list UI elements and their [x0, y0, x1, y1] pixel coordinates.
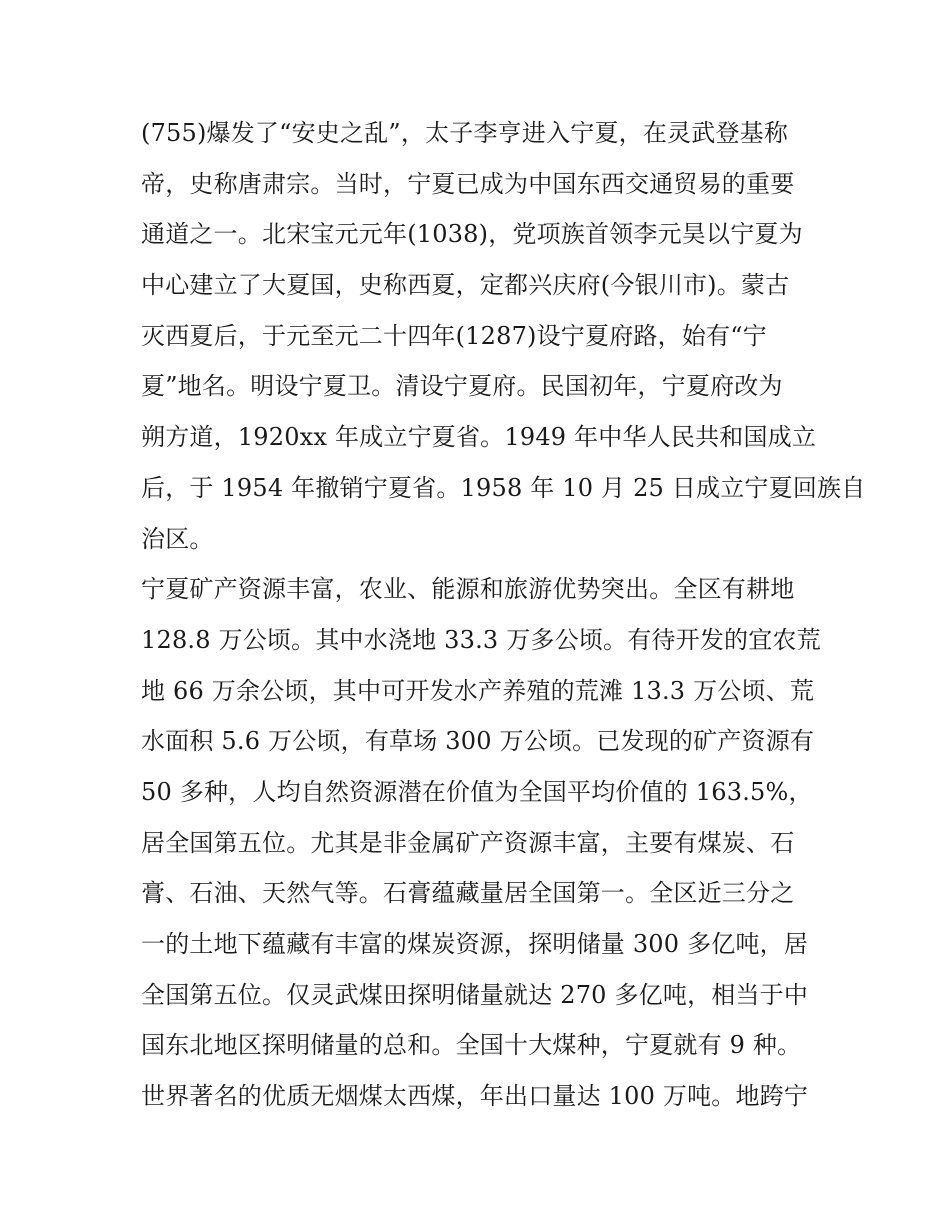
text-line: (755)爆发了“安史之乱”，太子李亨进入宁夏，在灵武登基称 — [141, 119, 789, 147]
text-line: 50 多种，人均自然资源潜在价值为全国平均价值的 163.5%， — [141, 777, 813, 806]
text-line: 水面积 5.6 万公顷，有草场 300 万公顷。已发现的矿产资源有 — [141, 727, 815, 756]
paragraph-history — [141, 108, 866, 564]
text-line: 膏、石油、天然气等。石膏蕴藏量居全国第一。全区近三分之 — [141, 879, 795, 908]
text-line: 中心建立了大夏国，史称西夏，定都兴庆府(今银川市)。蒙古 — [141, 271, 790, 300]
text-line: 国东北地区探明储量的总和。全国十大煤种，宁夏就有 9 种。 — [141, 1031, 802, 1060]
text-line: 世界著名的优质无烟煤太西煤，年出口量达 100 万吨。地跨宁 — [141, 1082, 809, 1111]
text-line: 后，于 1954 年撤销宁夏省。1958 年 10 月 25 日成立宁夏回族自 — [141, 473, 866, 502]
text-line: 一的土地下蕴藏有丰富的煤炭资源，探明储量 300 多亿吨，居 — [141, 930, 809, 958]
body-text — [141, 108, 866, 1122]
text-line: 朔方道，1920xx 年成立宁夏省。1949 年中华人民共和国成立 — [141, 423, 817, 452]
text-line: 通道之一。北宋宝元元年(1038)，党项族首领李元昊以宁夏为 — [141, 220, 803, 249]
text-line: 128.8 万公顷。其中水浇地 33.3 万多公顷。有待开发的宜农荒 — [141, 625, 821, 654]
text-line: 居全国第五位。尤其是非金属矿产资源丰富，主要有煤炭、石 — [141, 828, 795, 857]
paragraph-resources — [141, 564, 821, 1122]
text-line: 灭西夏后，于元至元二十四年(1287)设宁夏府路，始有“宁 — [141, 321, 767, 350]
text-line: 全国第五位。仅灵武煤田探明储量就达 270 多亿吨，相当于中 — [141, 980, 809, 1009]
text-line: 帝，史称唐肃宗。当时，宁夏已成为中国东西交通贸易的重要 — [141, 169, 795, 198]
text-line: 宁夏矿产资源丰富，农业、能源和旅游优势突出。全区有耕地 — [141, 575, 795, 604]
text-line: 夏”地名。明设宁夏卫。清设宁夏府。民国初年，宁夏府改为 — [141, 372, 783, 401]
text-line: 治区。 — [141, 524, 214, 553]
text-line: 地 66 万余公顷，其中可开发水产养殖的荒滩 13.3 万公顷、荒 — [141, 676, 815, 705]
